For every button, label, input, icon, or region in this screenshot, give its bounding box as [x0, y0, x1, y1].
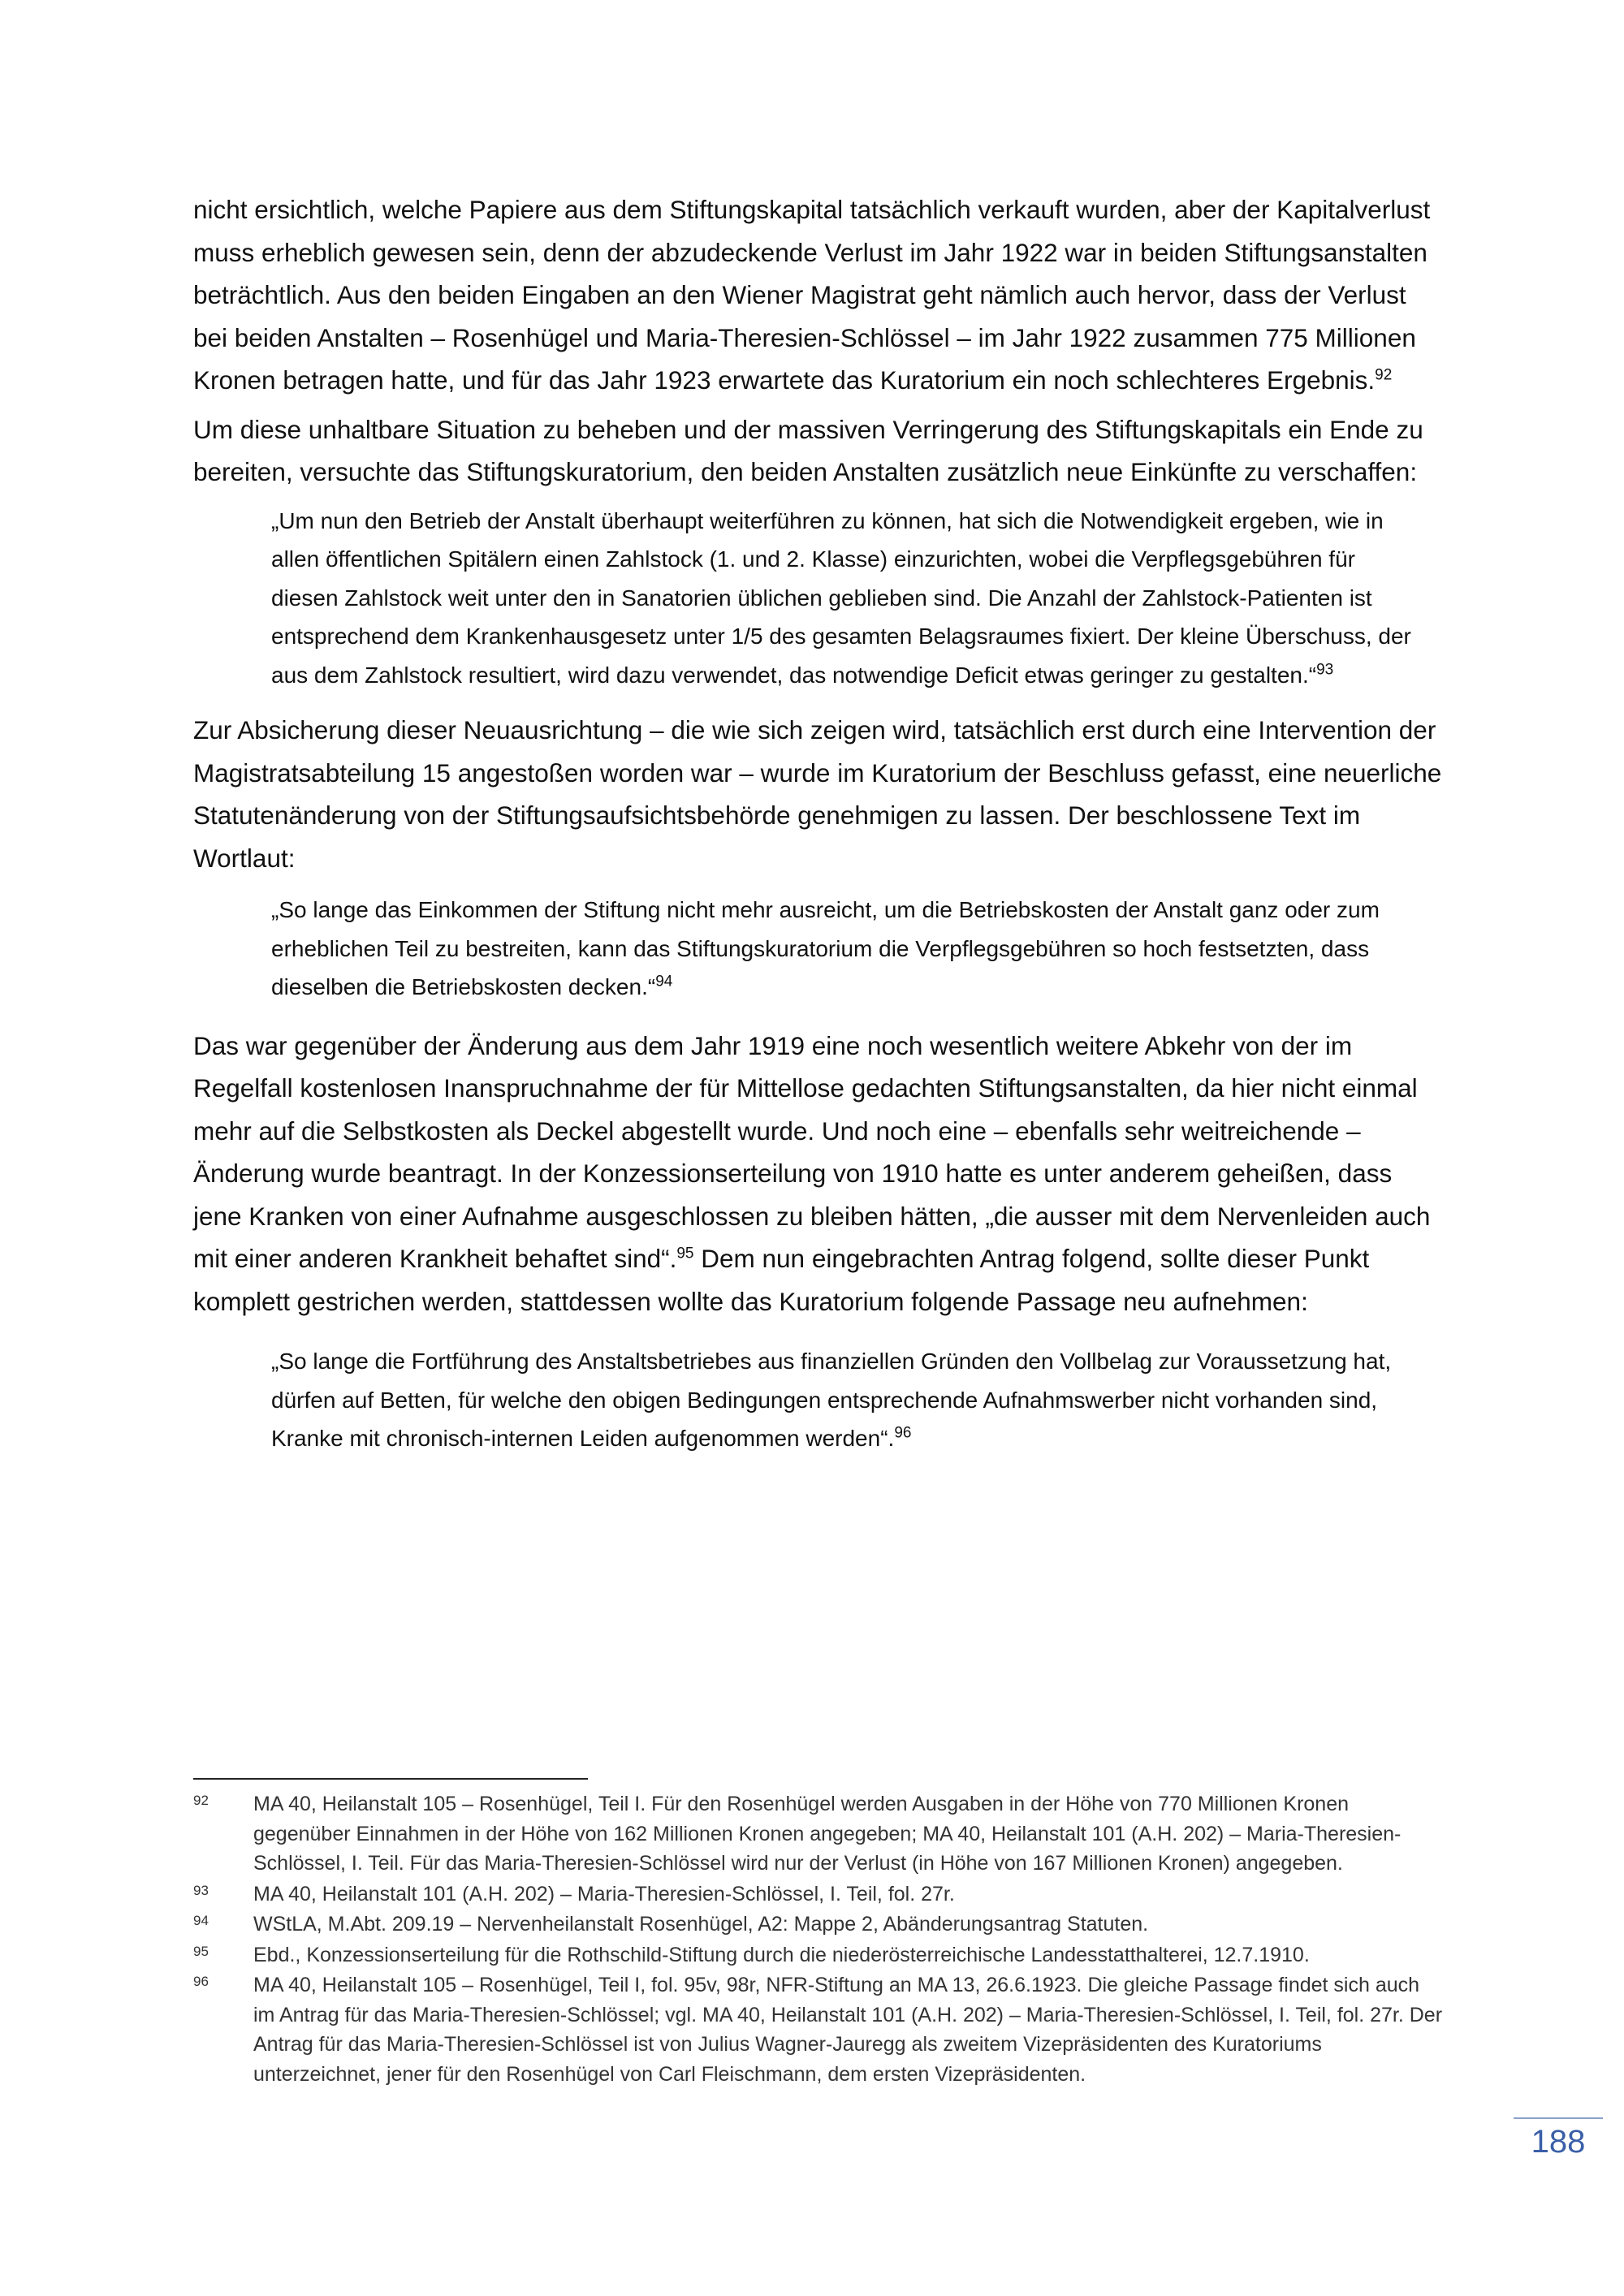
footnote-number: 96	[193, 1974, 209, 1989]
block-quote: „So lange das Einkommen der Stiftung nicht mehr ausreicht, um die Betriebskosten der Anstalt ganz oder zum erheblichen Teil zu bestreiten, kann das Stiftungskuratorium die Verpflegsgebühren so hoch festsetzten, dass dieselben die Betriebskosten decken.“$^{94}$	[271, 897, 1380, 999]
footnote-ref[interactable]: 94	[655, 973, 673, 990]
footnote-ref[interactable]: 95	[676, 1245, 694, 1262]
footnote	[193, 1940, 1444, 1970]
paragraph: nicht ersichtlich, welche Papiere aus dem Stiftungskapital tatsächlich verkauft wurden, aber der Kapitalverlust muss erheblich gewesen sein, denn der abzudeckende Verlust im Jahr 1922 war in beiden Stiftungsanstalten beträchtlich. Aus den beiden Eingaben an den Wiener Magistrat geht nämlich auch hervor, dass der Verlust bei beiden Anstalten – Rosenhügel und Maria-Theresien-Schlössel – im Jahr 1922 zusammen 775 Millionen Kronen betragen hatte, und für das Jahr 1923 erwartete das Kuratorium ein noch schlechteres Ergebnis.$^{92}$	[193, 195, 1431, 395]
footnote-text: WStLA, M.Abt. 209.19 – Nervenheilanstalt Rosenhügel, A2: Mappe 2, Abänderungsantrag Statuten.	[253, 1913, 1149, 1936]
footnote-text: MA 40, Heilanstalt 101 (A.H. 202) – Maria-Theresien-Schlössel, I. Teil, fol. 27r.	[253, 1882, 955, 1905]
footnote	[193, 1970, 1444, 2089]
paragraph: Zur Absicherung dieser Neuausrichtung – die wie sich zeigen wird, tatsächlich erst durch eine Intervention der Magistratsabteilung 15 angestoßen worden war – wurde im Kuratorium der Beschluss gefasst, eine neuerliche Statutenänderung von der Stiftungsaufsichtsbehörde genehmigen zu lassen. Der beschlossene Text im Wortlaut:	[193, 715, 1442, 873]
footnote-ref[interactable]: 96	[894, 1424, 912, 1442]
main-text	[193, 188, 1444, 1458]
footnote	[193, 1789, 1444, 1879]
footnote-number: 92	[193, 1793, 209, 1808]
footnote-number: 95	[193, 1943, 209, 1959]
footnote-ref[interactable]: 92	[1375, 366, 1393, 384]
page-number-rule	[1514, 2117, 1603, 2119]
footnote	[193, 1910, 1444, 1940]
paragraph: Das war gegenüber der Änderung aus dem Jahr 1919 eine noch wesentlich weitere Abkehr von der im Regelfall kostenlosen Inanspruchnahme der für Mittellose gedachten Stiftungsanstalten, da hier nicht einmal mehr auf die Selbstkosten als Deckel abgestellt wurde. Und noch eine – ebenfalls sehr weitreichende – Änderung wurde beantragt. In der Konzessionserteilung von 1910 hatte es unter anderem geheißen, dass jene Kranken von einer Aufnahme ausgeschlossen zu bleiben hätten, „die ausser mit dem Nervenleiden auch mit einer anderen Krankheit behaftet sind“.$^{95}$ Dem nun eingebrachten Antrag folgend, sollte dieser Punkt komplett gestrichen werden, stattdessen wollte das Kuratorium folgende Passage neu aufnehmen:	[193, 1030, 1431, 1316]
paragraph: Um diese unhaltbare Situation zu beheben und der massiven Verringerung des Stiftungskapitals ein Ende zu bereiten, versuchte das Stiftungskuratorium, den beiden Anstalten zusätzlich neue Einkünfte zu verschaffen:	[193, 414, 1423, 486]
footnote-text: MA 40, Heilanstalt 105 – Rosenhügel, Teil I. Für den Rosenhügel werden Ausgaben in der Höhe von 770 Millionen Kronen gegenüber Einnahmen in der Höhe von 162 Millionen Kronen angegeben; MA 40, Heilanstalt 101 (A.H. 202) – Maria-Theresien-Schlössel, I. Teil. Für das Maria-Theresien-Schlössel wird nur der Verlust (in Höhe von 167 Millionen Kronen) angegeben.	[253, 1793, 1402, 1875]
footnote-text: Ebd., Konzessionserteilung für die Rothschild-Stiftung durch die niederösterreichische Landesstatthalterei, 12.7.1910.	[253, 1943, 1310, 1966]
footnote-number: 94	[193, 1913, 209, 1928]
footnote-text: MA 40, Heilanstalt 105 – Rosenhügel, Teil I, fol. 95v, 98r, NFR-Stiftung an MA 13, 26.6.1923. Die gleiche Passage findet sich auch im Antrag für das Maria-Theresien-Schlössel; vgl. MA 40, Heilanstalt 101 (A.H. 202) – Maria-Theresien-Schlössel, I. Teil, fol. 27r. Der Antrag für das Maria-Theresien-Schlössel ist von Julius Wagner-Jauregg als zweitem Vizepräsidenten des Kuratoriums unterzeichnet, jener für den Rosenhügel von Carl Fleischmann, dem ersten Vizepräsidenten.	[253, 1974, 1443, 2086]
footnote-ref[interactable]: 93	[1316, 661, 1334, 679]
block-quote: „Um nun den Betrieb der Anstalt überhaupt weiterführen zu können, hat sich die Notwendigkeit ergeben, wie in allen öffentlichen Spitälern einen Zahlstock (1. und 2. Klasse) einzurichten, wobei die Verpflegsgebühren für diesen Zahlstock weit unter den in Sanatorien üblichen geblieben sind. Die Anzahl der Zahlstock-Patienten ist entsprechend dem Krankenhausgesetz unter 1/5 des gesamten Belagsraumes fixiert. Der kleine Überschuss, der aus dem Zahlstock resultiert, wird dazu verwendet, das notwendige Deficit etwas geringer zu gestalten.“$^{93}$	[271, 507, 1411, 688]
block-quote: „So lange die Fortführung des Anstaltsbetriebes aus finanziellen Gründen den Vollbelag zur Voraussetzung hat, dürfen auf Betten, für welche den obigen Bedingungen entsprechende Aufnahmswerber nicht vorhanden sind, Kranke mit chronisch-internen Leiden aufgenommen werden“.$^{96}$	[271, 1349, 1392, 1451]
page-number: 188	[1531, 2124, 1586, 2160]
footnote	[193, 1880, 1444, 1910]
footnote-separator	[193, 1778, 588, 1780]
footnote-number: 93	[193, 1882, 209, 1898]
footnotes	[193, 1789, 1444, 2090]
